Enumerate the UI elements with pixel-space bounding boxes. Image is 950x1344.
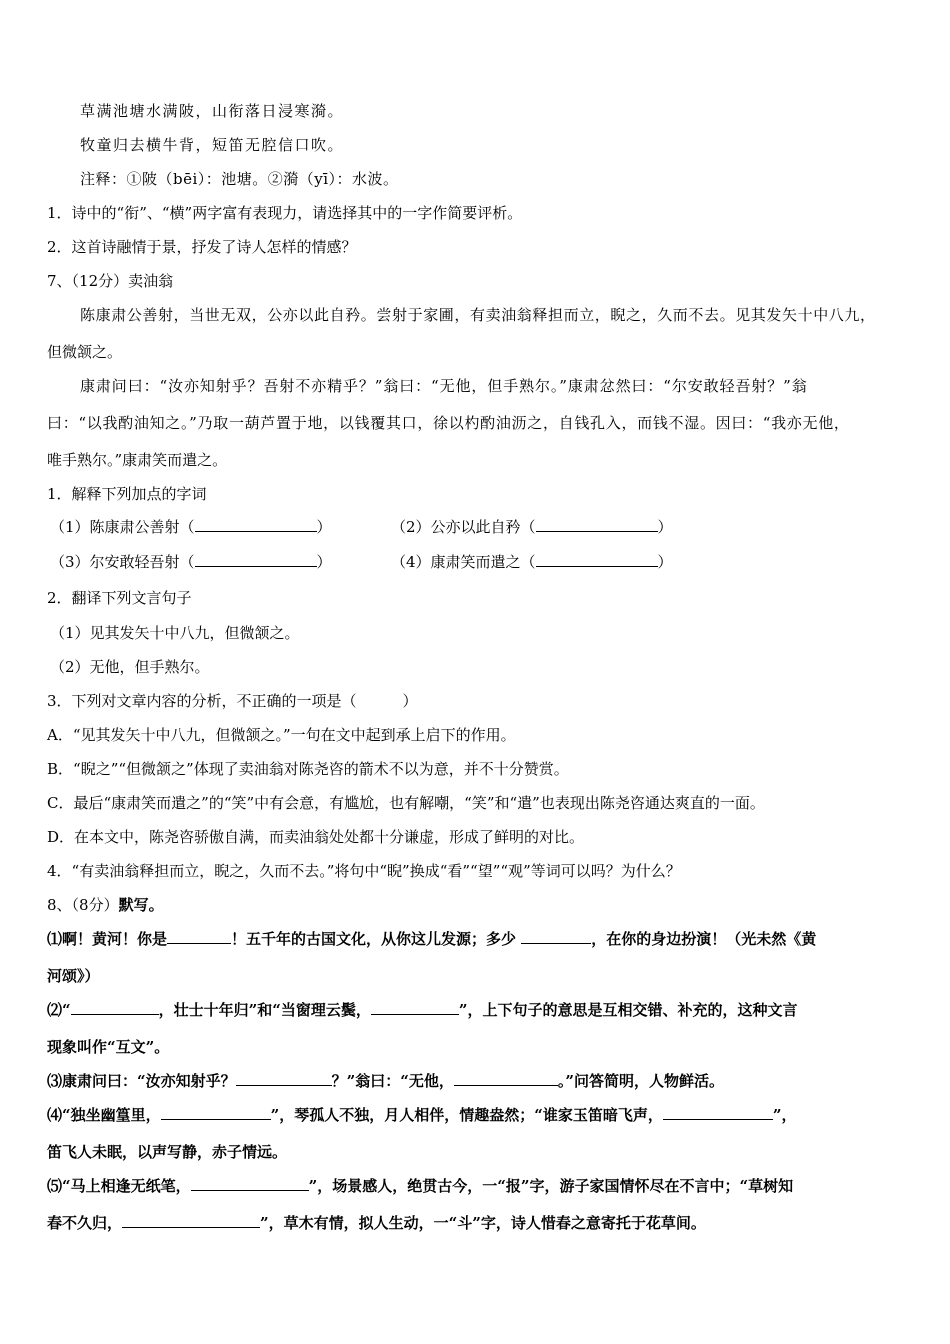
q7-sub2-title: 2．翻译下列文言句子 bbox=[47, 589, 192, 607]
q7-sub1-title: 1．解释下列加点的字词 bbox=[47, 485, 207, 503]
answer-blank[interactable] bbox=[371, 1000, 459, 1015]
q7-passage-p1-line2: 但微颔之。 bbox=[47, 343, 123, 361]
q8-item-5-line1: ⑸“马上相逢无纸笔， ”，场景感人，绝贯古今，一“报”字，游子家国情怀尽在不言中；“草树知 bbox=[47, 1177, 794, 1195]
q8-item-4-line2: 笛飞人未眠，以声写静，赤子情远。 bbox=[47, 1143, 288, 1161]
poem-question-2: 2．这首诗融情于景，抒发了诗人怎样的情感？ bbox=[47, 238, 357, 256]
answer-blank[interactable] bbox=[191, 1176, 309, 1191]
answer-blank[interactable] bbox=[236, 1071, 332, 1086]
q7-passage-p1-line1: 陈康肃公善射，当世无双，公亦以此自矜。尝射于家圃，有卖油翁释担而立，睨之，久而不去。见其发矢十中八九， bbox=[80, 306, 876, 324]
answer-blank[interactable] bbox=[536, 552, 658, 567]
answer-blank[interactable] bbox=[122, 1213, 260, 1228]
q8-item-2-line2: 现象叫作“互文”。 bbox=[47, 1038, 170, 1056]
q8-item-1-line1: ⑴啊！黄河！你是 ！五千年的古国文化，从你这儿发源；多少 ，在你的身边扮演！（光未然《黄 bbox=[47, 930, 817, 948]
poem-question-1: 1．诗中的“衔”、“横”两字富有表现力，请选择其中的一字作简要评析。 bbox=[47, 204, 523, 222]
q7-sub1-item-1: （1）陈康肃公善射（ ） bbox=[50, 518, 332, 536]
q8-heading: 8、（8分）默写。 bbox=[47, 896, 164, 914]
q7-sub1-item-3: （3）尔安敢轻吾射（ ） bbox=[50, 553, 332, 571]
poem-line-1: 草满池塘水满陂，山衔落日浸寒漪。 bbox=[80, 102, 345, 120]
poem-annotation: 注释：①陂（bēi）：池塘。②漪（yī）：水波。 bbox=[80, 170, 399, 188]
answer-blank[interactable] bbox=[521, 929, 591, 944]
q7-option-c: C．最后“康肃笑而遣之”的“笑”中有会意，有尴尬，也有解嘲，“笑”和“遣”也表现出陈尧咨通达爽直的一面。 bbox=[47, 794, 765, 812]
answer-blank[interactable] bbox=[195, 517, 317, 532]
answer-blank[interactable] bbox=[195, 552, 317, 567]
answer-blank[interactable] bbox=[663, 1105, 773, 1120]
q7-option-b: B．“睨之”“但微颔之”体现了卖油翁对陈尧咨的箭术不以为意，并不十分赞赏。 bbox=[47, 760, 569, 778]
q7-option-d: D．在本文中，陈尧咨骄傲自满，而卖油翁处处都十分谦虚，形成了鲜明的对比。 bbox=[47, 828, 585, 846]
q7-sub1-item-2: （2）公亦以此自矜（ ） bbox=[391, 518, 673, 536]
poem-line-2: 牧童归去横牛背，短笛无腔信口吹。 bbox=[80, 136, 345, 154]
q7-sub4: 4．“有卖油翁释担而立，睨之，久而不去。”将句中“睨”换成“看”“望”“观”等词可以吗？为什么？ bbox=[47, 862, 681, 880]
q7-heading: 7、（12分）卖油翁 bbox=[47, 272, 174, 290]
answer-blank[interactable] bbox=[71, 1000, 159, 1015]
q7-sub3-title: 3．下列对文章内容的分析，不正确的一项是（ ） bbox=[47, 692, 418, 710]
answer-blank[interactable] bbox=[536, 517, 658, 532]
q7-sub2-item-1: （1）见其发矢十中八九，但微颔之。 bbox=[50, 624, 300, 642]
q7-option-a: A．“见其发矢十中八九，但微颔之。”一句在文中起到承上启下的作用。 bbox=[47, 726, 516, 744]
answer-blank[interactable] bbox=[454, 1071, 558, 1086]
q7-sub1-item-4: （4）康肃笑而遣之（ ） bbox=[391, 553, 673, 571]
answer-blank[interactable] bbox=[161, 1105, 271, 1120]
q8-item-4-line1: ⑷“独坐幽篁里， ”，琴孤人不独，月人相伴，情趣盎然；“谁家玉笛暗飞声， ”， bbox=[47, 1106, 797, 1124]
q7-passage-p2-line3: 唯手熟尔。”康肃笑而遣之。 bbox=[47, 451, 228, 469]
q8-item-1-line2: 河颂》） bbox=[47, 967, 100, 985]
q8-item-5-line2: 春不久归， ”，草木有情，拟人生动，一“斗”字，诗人惜春之意寄托于花草间。 bbox=[47, 1214, 706, 1232]
q7-passage-p2-line1: 康肃问曰：“汝亦知射乎？吾射不亦精乎？”翁曰：“无他，但手熟尔。”康肃忿然曰：“尔安敢轻吾射？”翁 bbox=[80, 377, 808, 395]
q7-passage-p2-line2: 曰：“以我酌油知之。”乃取一葫芦置于地，以钱覆其口，徐以杓酌油沥之，自钱孔入，而钱不湿。因曰：“我亦无他， bbox=[47, 414, 850, 432]
q8-item-3: ⑶康肃问曰：“汝亦知射乎？ ？”翁曰：“无他， 。”问答简明，人物鲜活。 bbox=[47, 1072, 725, 1090]
q8-item-2-line1: ⑵“ ，壮士十年归”和“当窗理云鬓， ”，上下句子的意思是互相交错、补充的，这种文言 bbox=[47, 1001, 798, 1019]
q7-sub2-item-2: （2）无他，但手熟尔。 bbox=[50, 658, 210, 676]
answer-blank[interactable] bbox=[167, 929, 231, 944]
